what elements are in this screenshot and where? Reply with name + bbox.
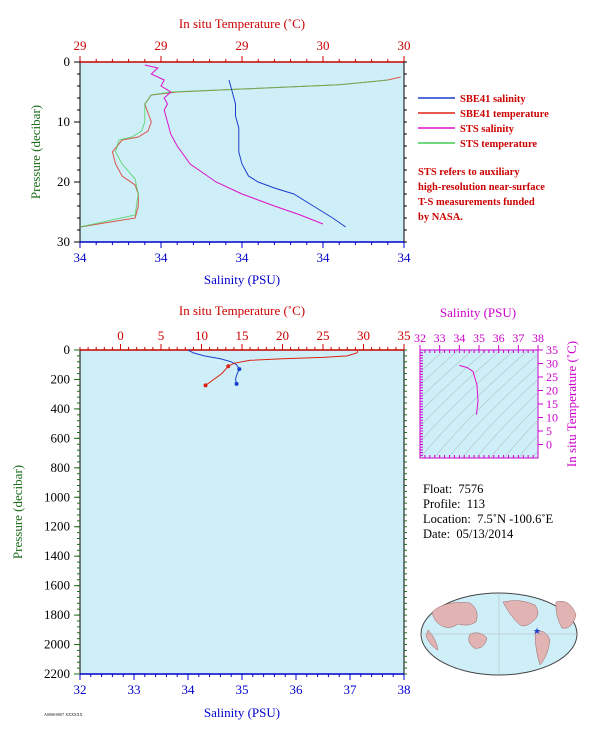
lower-left-tick-label: 0 (63, 342, 70, 357)
upper-left-tick-label: 0 (63, 54, 70, 69)
lower-bottom-tick-label: 36 (289, 682, 303, 697)
legend-label: SBE41 salinity (460, 94, 526, 105)
legend-label: STS temperature (460, 139, 538, 150)
lower-bottom-tick-label: 32 (73, 682, 87, 697)
date-row (423, 527, 553, 542)
upper-top-tick-label: 29 (154, 38, 168, 53)
upper-left-tick-label: 30 (57, 234, 70, 249)
lower-bottom-axis-label: Salinity (PSU) (203, 705, 281, 720)
ts-top-axis-label: Salinity (PSU) (439, 305, 517, 320)
upper-bottom-tick-label: 34 (73, 250, 87, 265)
location-value: 7.5˚N -100.6˚E (477, 512, 554, 526)
lower-left-tick-label: 1000 (44, 489, 70, 505)
sts-note-line: T-S measurements funded (418, 197, 535, 208)
upper-top-tick-label: 29 (235, 38, 249, 53)
profile-label: Profile: (423, 497, 461, 511)
float-value: 7576 (458, 482, 484, 496)
lower-left-tick-label: 1600 (44, 577, 70, 593)
lower-left-tick-label: 2000 (44, 636, 70, 652)
ts-top-tick-label: 35 (473, 331, 485, 345)
lower-left-axis-label: Pressure (decibar) (10, 464, 25, 560)
upper-bottom-ticks (74, 242, 412, 265)
lower-plot-area (80, 350, 404, 674)
upper-bottom-tick-label: 34 (235, 250, 249, 265)
lower-top-tick-label: 20 (276, 328, 289, 343)
lower-left-tick-label: 800 (50, 459, 70, 475)
ts-top-tick-label: 36 (492, 331, 505, 345)
location-label: Location: (423, 512, 471, 526)
ts-right-tick-label: 35 (546, 343, 558, 357)
map-asia (432, 602, 477, 627)
ts-top-tick-label: 37 (512, 331, 525, 345)
date-label: Date: (423, 527, 451, 541)
location-row (423, 512, 553, 527)
lower-bottom-tick-label: 34 (181, 682, 195, 697)
upper-left-tick-label: 10 (57, 114, 70, 129)
lower-bottom-tick-label: 33 (127, 682, 141, 697)
lower-top-tick-label: 10 (195, 328, 208, 343)
upper-top-tick-label: 29 (73, 38, 87, 53)
lower-data-point (235, 382, 239, 386)
lower-left-tick-label: 200 (50, 371, 70, 387)
lower-top-ticks (80, 328, 411, 350)
float-row (423, 482, 553, 497)
lower-top-tick-label: 0 (117, 328, 124, 343)
lower-top-tick-label: 30 (357, 328, 370, 343)
ts-top-tick-label: 38 (532, 331, 544, 345)
profile-row (423, 497, 553, 512)
lower-data-point (237, 367, 241, 371)
lower-left-tick-label: 1400 (44, 548, 70, 564)
lower-top-tick-label: 5 (157, 328, 165, 343)
ts-top-tick-label: 33 (433, 331, 446, 345)
lower-left-tick-label: 1200 (44, 518, 70, 534)
lower-top-axis-label: In situ Temperature (˚C) (178, 303, 306, 318)
lower-bottom-tick-label: 37 (343, 682, 357, 697)
lower-left-tick-label: 2200 (44, 666, 70, 681)
footer-code: A0000-0007 XXXXXX (44, 712, 83, 717)
ts-right-tick-label: 25 (546, 370, 558, 384)
legend-label: SBE41 temperature (460, 109, 549, 120)
float-location-marker: ★ (532, 626, 542, 636)
lower-top-tick-label: 15 (235, 328, 249, 343)
ts-top-tick-label: 34 (453, 331, 466, 345)
lower-data-point (226, 364, 230, 368)
upper-panel (28, 16, 549, 287)
upper-bottom-tick-label: 34 (154, 250, 168, 265)
ts-right-tick-label: 30 (546, 356, 558, 371)
ts-plot-area (420, 350, 538, 458)
upper-top-tick-label: 30 (397, 38, 411, 53)
lower-data-point (204, 383, 208, 387)
ts-right-tick-label: 0 (546, 437, 552, 452)
sts-note-line: STS refers to auxiliary (418, 167, 520, 178)
float-label: Float: (423, 482, 453, 496)
upper-top-ticks (74, 38, 411, 62)
sts-note-line: by NASA. (418, 212, 463, 223)
ts-right-tick-label: 20 (546, 383, 558, 398)
lower-panel (10, 303, 411, 720)
ts-right-tick-label: 15 (546, 397, 558, 411)
lower-top-tick-label: 35 (397, 328, 411, 343)
lower-left-tick-label: 1800 (44, 607, 70, 623)
ts-right-tick-label: 10 (546, 410, 558, 425)
ts-right-tick-label: 5 (546, 424, 552, 438)
date-value: 05/13/2014 (456, 527, 514, 541)
lower-left-tick-label: 600 (50, 430, 70, 446)
sts-note-line: high-resolution near-surface (418, 182, 545, 193)
world-map (421, 593, 577, 675)
sts-note (418, 165, 598, 225)
upper-bottom-tick-label: 34 (397, 250, 411, 265)
lower-left-tick-label: 400 (50, 400, 70, 416)
legend-label: STS salinity (460, 124, 514, 135)
profile-value: 113 (466, 497, 486, 511)
upper-left-axis-label: Pressure (decibar) (28, 104, 43, 200)
upper-top-axis-label: In situ Temperature (˚C) (178, 16, 306, 31)
lower-bottom-ticks (74, 674, 411, 697)
lower-top-tick-label: 25 (316, 328, 330, 343)
lower-bottom-tick-label: 38 (397, 682, 411, 697)
upper-top-tick-label: 30 (316, 38, 330, 53)
upper-left-tick-label: 20 (57, 174, 70, 189)
upper-bottom-axis-label: Salinity (PSU) (203, 272, 281, 287)
ts-right-axis-label: In situ Temperature (˚C) (564, 340, 579, 468)
float-info-block (423, 482, 553, 542)
lower-bottom-tick-label: 35 (235, 682, 249, 697)
upper-legend (418, 94, 549, 150)
upper-bottom-tick-label: 34 (316, 250, 330, 265)
ts-top-tick-label: 32 (414, 331, 426, 345)
